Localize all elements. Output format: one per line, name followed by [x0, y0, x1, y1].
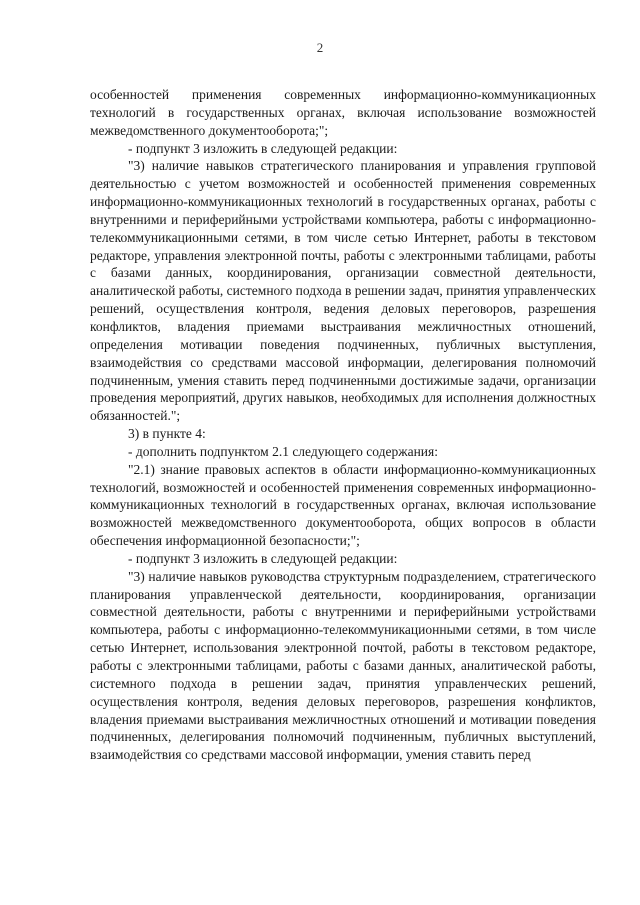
paragraph-4: 3) в пункте 4:: [128, 426, 206, 442]
paragraph-2: - подпункт 3 изложить в следующей редакции:: [128, 140, 398, 156]
paragraph-5: - дополнить подпунктом 2.1 следующего содержания:: [128, 443, 438, 459]
paragraph-7: - подпункт 3 изложить в следующей редакции:: [128, 550, 398, 566]
paragraph-1: особенностей применения современных информационно-коммуникационных технологий в государственных органах, включая использование возможностей межведомственного документооборота;";: [90, 87, 596, 138]
paragraph-6: "2.1) знание правовых аспектов в области информационно-коммуникационных технологий, возможностей и особенностей применения современных информационно-коммуникационных технологий в государственных органах, включая использование возможностей межведомственного документооборота, общих вопросов в области обеспечения информационной безопасности;";: [90, 461, 596, 549]
document-body: [90, 86, 596, 764]
paragraph-8: "3) наличие навыков руководства структурным подразделением, стратегического планирования управленческой деятельности, координирования, организации совместной деятельности, работы с внутренними и периферийными устройствами компьютера, работы с информационно-телекоммуникационными сетями, в том числе сетью Интернет, использования электронной почтой, работы в текстовом редакторе, работы с электронными таблицами, работы с базами данных, аналитической работы, системного подхода в решении задач, принятия управленческих решений, осуществления контроля, ведения деловых переговоров, разрешения конфликтов, владения приемами выстраивания межличностных отношений и мотивации поведения подчиненных, делегирования полномочий подчиненным, публичных выступлений, взаимодействия со средствами массовой информации, умения ставить перед: [90, 568, 596, 763]
page-number: 2: [316, 40, 324, 55]
paragraph-3: "3) наличие навыков стратегического планирования и управления групповой деятельностью с учетом возможностей и особенностей применения современных информационно-коммуникационных технологий в государственных органах, работы с внутренними и периферийными устройствами компьютера, работы с информационно-телекоммуникационными сетями, в том числе сетью Интернет, работы в текстовом редакторе, управления электронной почты, работы с электронными таблицами, работы с базами данных, координирования, организации совместной деятельности, аналитической работы, системного подхода в решении задач, принятия управленческих решений, осуществления контроля, ведения деловых переговоров, разрешения конфликтов, владения приемами выстраивания межличностных отношений, определения мотивации поведения подчиненных, публичных выступления, взаимодействия со средствами массовой информации, делегирования полномочий подчиненным, умения ставить перед подчиненными достижимые задачи, организации проведения мероприятий, других навыков, необходимых для исполнения должностных обязанностей.";: [90, 158, 596, 424]
